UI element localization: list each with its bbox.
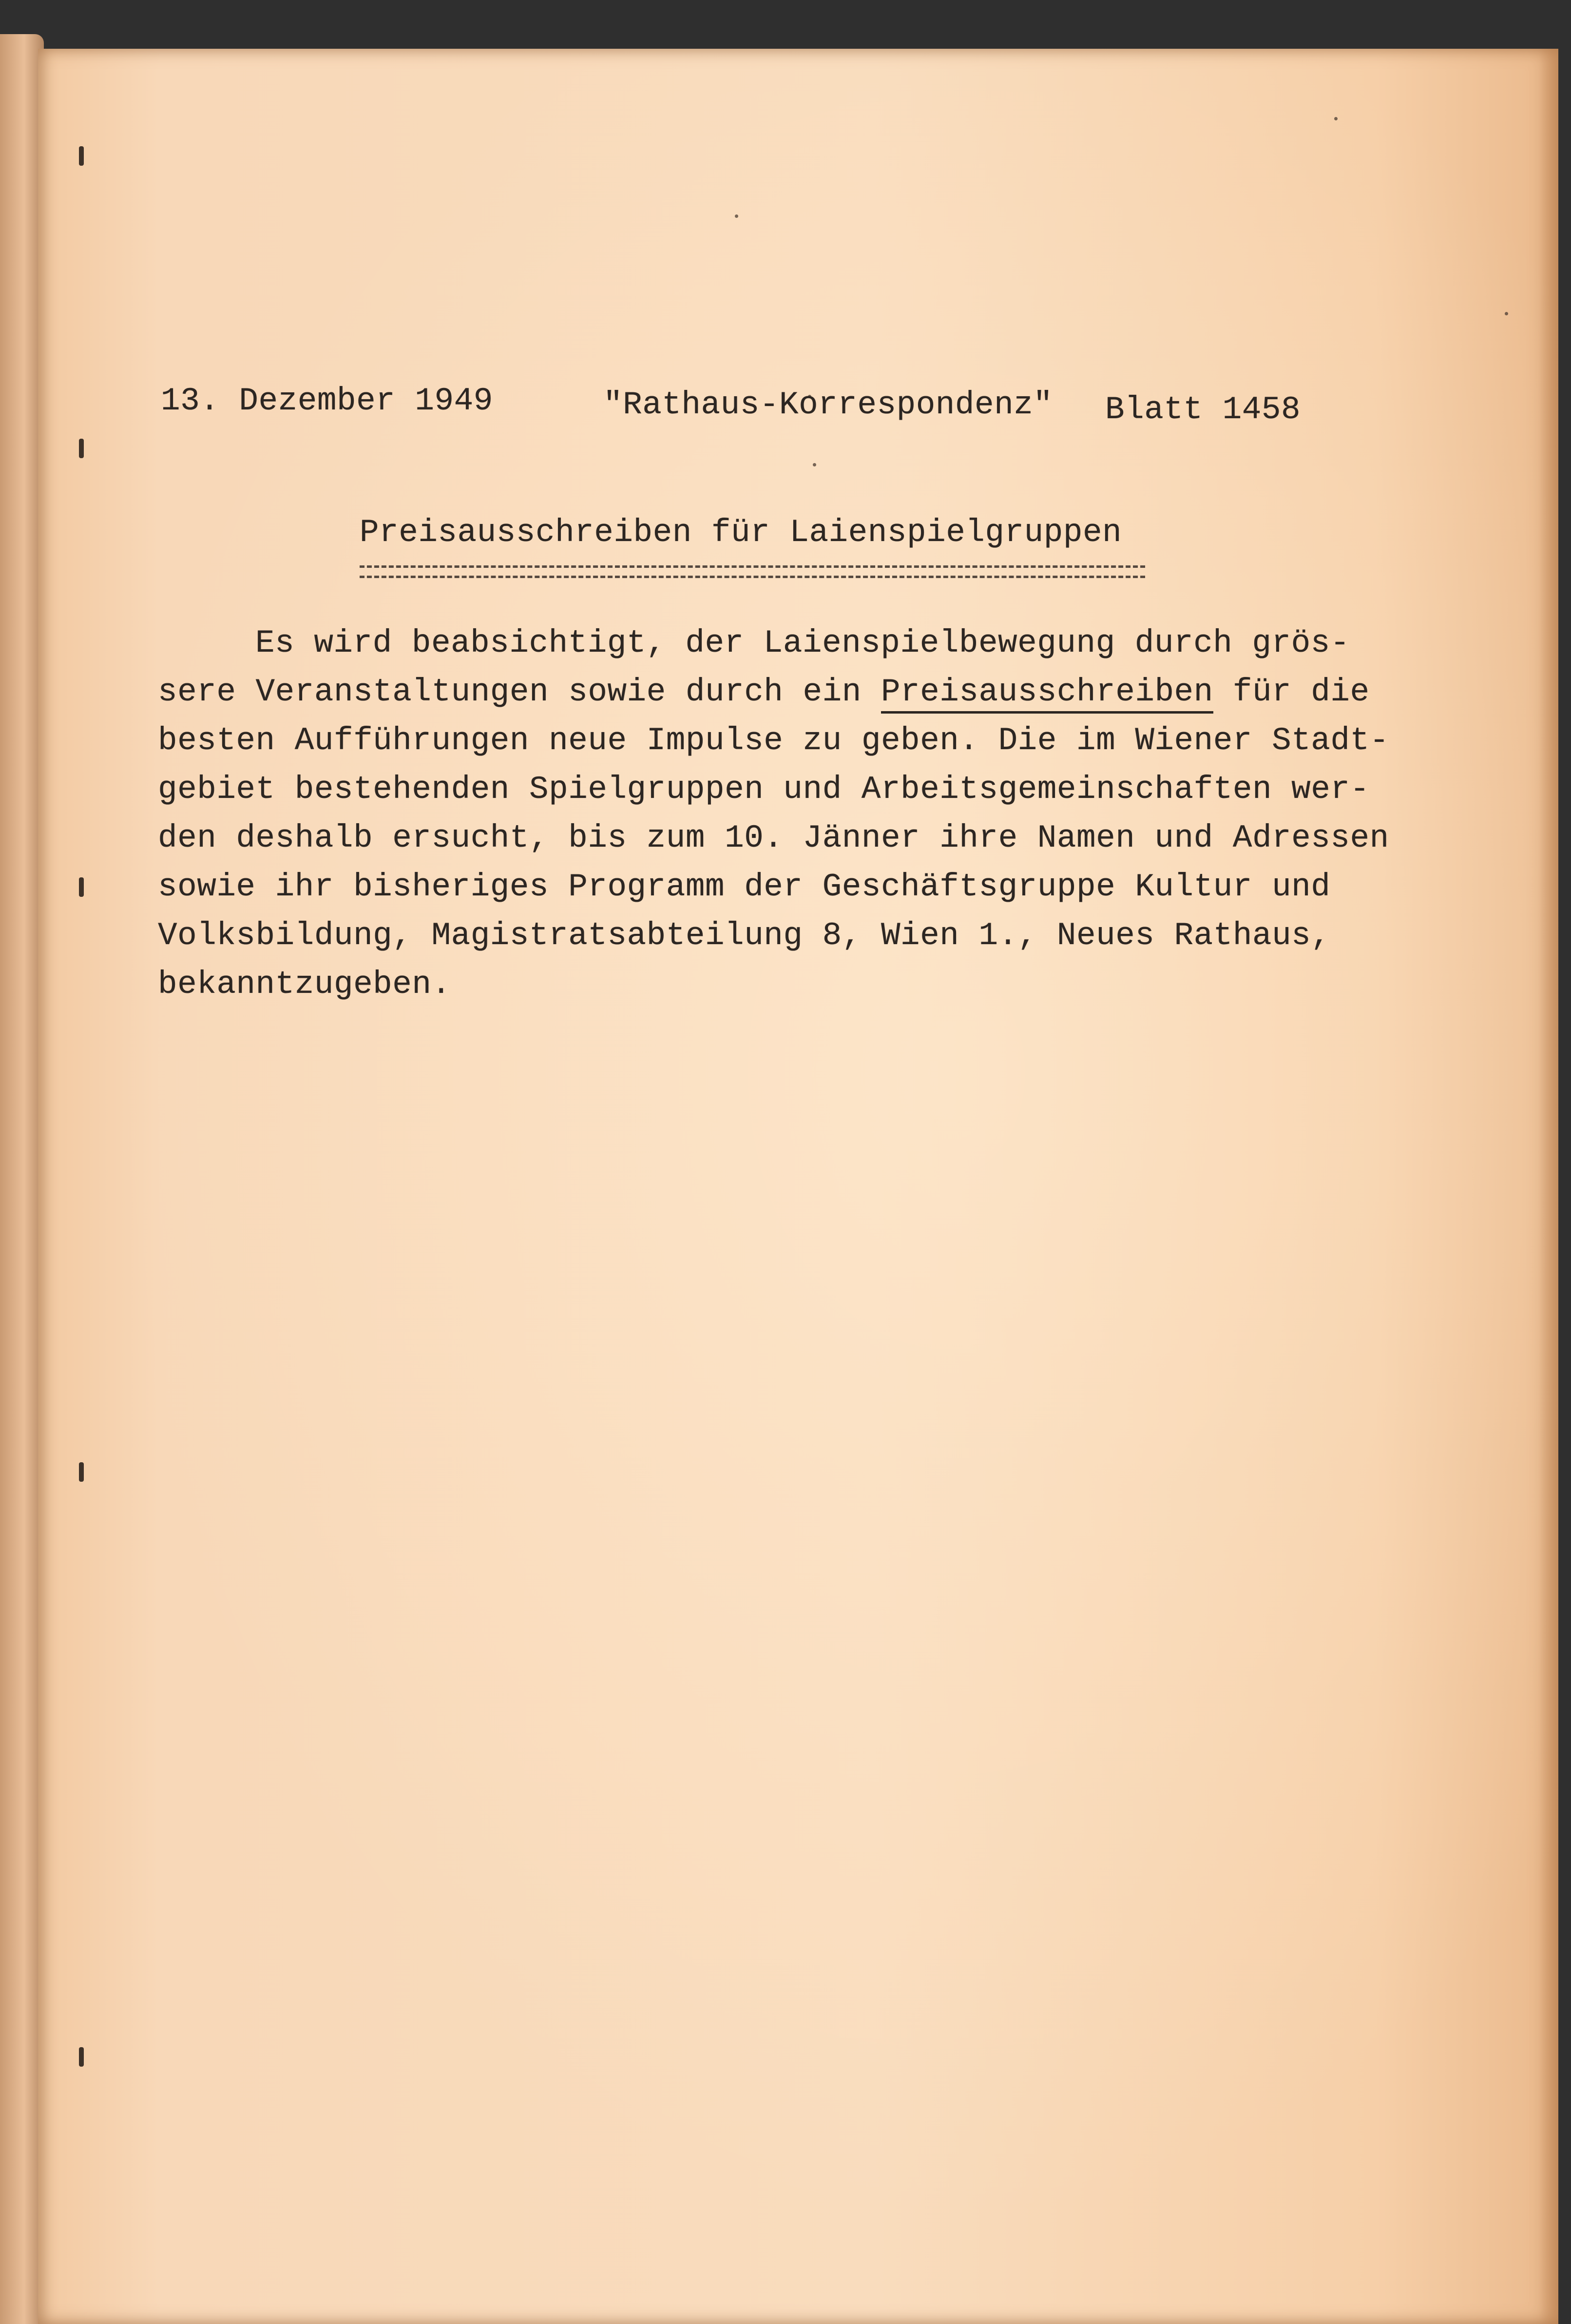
- header-date: 13. Dezember 1949: [161, 383, 493, 419]
- binding-hole: [79, 439, 84, 458]
- body-line: bekanntzugeben.: [158, 966, 451, 1003]
- document-page: [38, 49, 1558, 2324]
- binding-hole: [79, 1462, 84, 1482]
- body-line: gebiet bestehenden Spielgruppen und Arbeitsgemeinschaften wer-: [158, 771, 1370, 808]
- binding-hole: [79, 146, 84, 166]
- header-sheet-number: Blatt 1458: [1105, 391, 1301, 428]
- header-source: "Rathaus-Korrespondenz": [603, 387, 1053, 423]
- article-body: [158, 619, 1435, 1009]
- paper-speck: [735, 214, 738, 218]
- binding-hole: [79, 2047, 84, 2067]
- body-line: Es wird beabsichtigt, der Laienspielbewegung durch grös-: [255, 625, 1350, 661]
- body-line: Volksbildung, Magistratsabteilung 8, Wien 1., Neues Rathaus,: [158, 917, 1331, 954]
- body-text: für die: [1213, 674, 1370, 710]
- emphasized-term: Preisausschreiben: [881, 674, 1213, 714]
- binding-hole: [79, 877, 84, 897]
- title-double-underline: [360, 565, 1145, 578]
- body-line: [158, 668, 1435, 717]
- paper-speck: [1334, 117, 1338, 120]
- article-title: Preisausschreiben für Laienspielgruppen: [360, 514, 1122, 551]
- body-line: den deshalb ersucht, bis zum 10. Jänner ihre Namen und Adressen: [158, 820, 1389, 856]
- paper-speck: [1505, 312, 1508, 315]
- body-line: besten Aufführungen neue Impulse zu geben. Die im Wiener Stadt-: [158, 722, 1389, 759]
- page-shadow: [1539, 49, 1558, 2324]
- body-text: sere Veranstaltungen sowie durch ein: [158, 674, 881, 710]
- paper-speck: [813, 463, 816, 466]
- adjacent-page-edge: [0, 34, 44, 2324]
- body-line: sowie ihr bisheriges Programm der Geschäftsgruppe Kultur und: [158, 869, 1331, 905]
